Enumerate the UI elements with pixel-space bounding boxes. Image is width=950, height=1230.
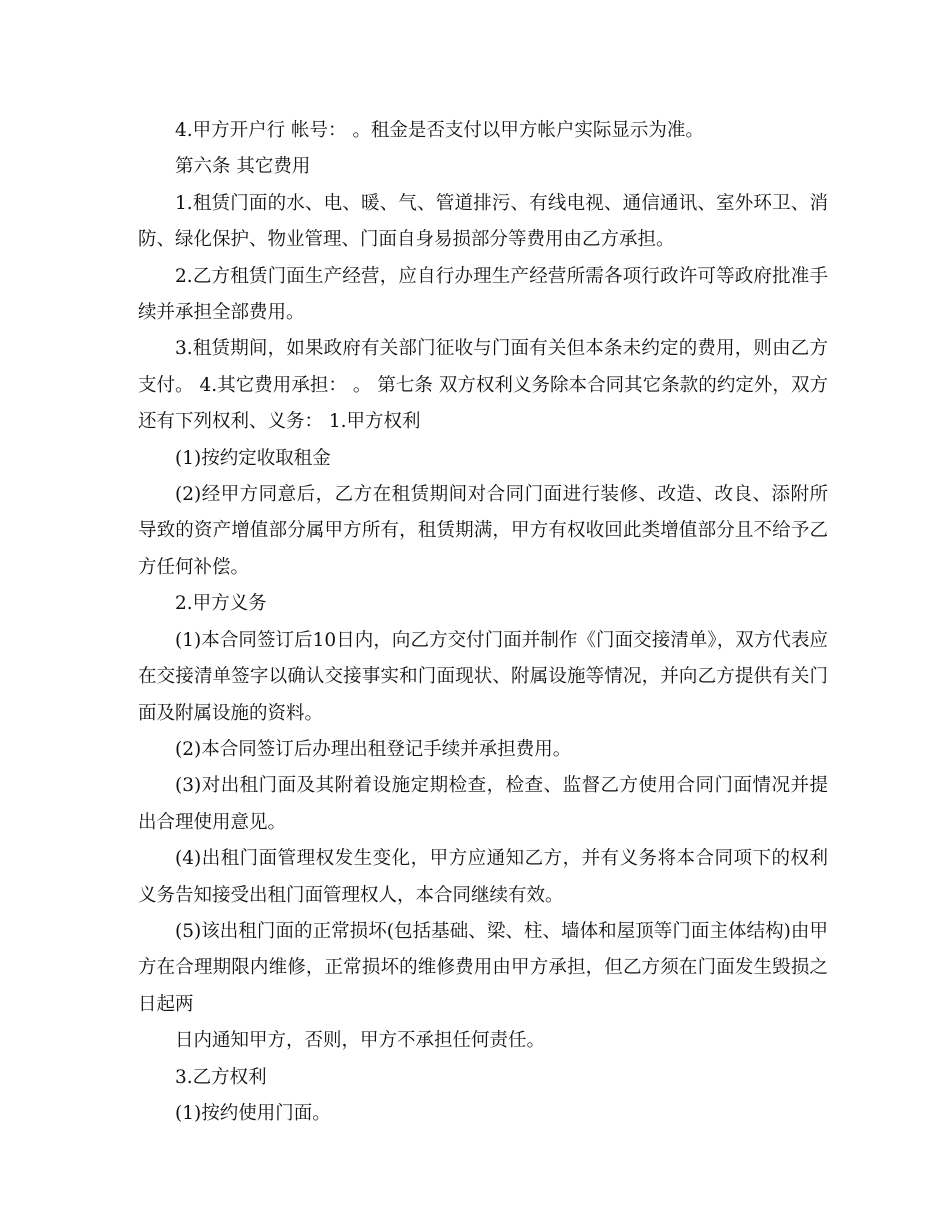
section-heading-other-fees: 第六条 其它费用: [175, 156, 311, 178]
paragraph-lessor-obligation-5-cont: 日内通知甲方，否则，甲方不承担任何责任。: [175, 1030, 546, 1052]
paragraph-lessor-right-1: (1)按约定收取租金: [175, 447, 331, 469]
paragraph-lessor-obligation-2: (2)本合同签订后办理出租登记手续并承担费用。: [175, 738, 572, 760]
paragraph-lessee-right-1: (1)按约使用门面。: [175, 1102, 331, 1124]
paragraph-lessor-obligation-4: (4)出租门面管理权发生变化，甲方应通知乙方，并有义务将本合同项下的权利义务告知接受出租门面管理权人，本合同继续有效。: [138, 848, 828, 906]
paragraph-fees-item-1: 1.租赁门面的水、电、暖、气、管道排污、有线电视、通信通讯、室外环卫、消防、绿化保护、物业管理、门面自身易损部分等费用由乙方承担。: [138, 192, 828, 251]
paragraph-lessor-obligation-5: (5)该出租门面的正常损坏(包括基础、梁、柱、墙体和屋顶等门面主体结构)由甲方在合理期限内维修，正常损坏的维修费用由甲方承担，但乙方须在门面发生毁损之日起两: [138, 920, 828, 1015]
paragraph-fees-item-2: 2.乙方租赁门面生产经营，应自行办理生产经营所需各项行政许可等政府批准手续并承担全部费用。: [138, 265, 828, 324]
paragraph-fees-item-3: 3.租赁期间，如果政府有关部门征收与门面有关但本条未约定的费用，则由乙方支付。 4.其它费用承担： 。 第七条 双方权利义务除本合同其它条款的约定外，双方还有下列权利、义务： 1.甲方权利: [138, 338, 828, 433]
paragraph-lessor-obligation-1: (1)本合同签订后10日内，向乙方交付门面并制作《门面交接清单》，双方代表应在交接清单签字以确认交接事实和门面现状、附属设施等情况，并向乙方提供有关门面及附属设施的资料。: [138, 629, 828, 724]
paragraph-lessor-right-2: (2)经甲方同意后，乙方在租赁期间对合同门面进行装修、改造、改良、添附所导致的资产增值部分属甲方所有，租赁期满，甲方有权收回此类增值部分且不给予乙方任何补偿。: [138, 484, 828, 578]
subheading-lessor-obligations: 2.甲方义务: [175, 593, 267, 615]
paragraph-account-info: 4.甲方开户行 帐号： 。租金是否支付以甲方帐户实际显示为准。: [175, 120, 704, 141]
document-body: [138, 113, 828, 1132]
subheading-lessee-rights: 3.乙方权利: [175, 1066, 267, 1088]
paragraph-lessor-obligation-3: (3)对出租门面及其附着设施定期检查，检查、监督乙方使用合同门面情况并提出合理使用意见。: [138, 775, 828, 833]
